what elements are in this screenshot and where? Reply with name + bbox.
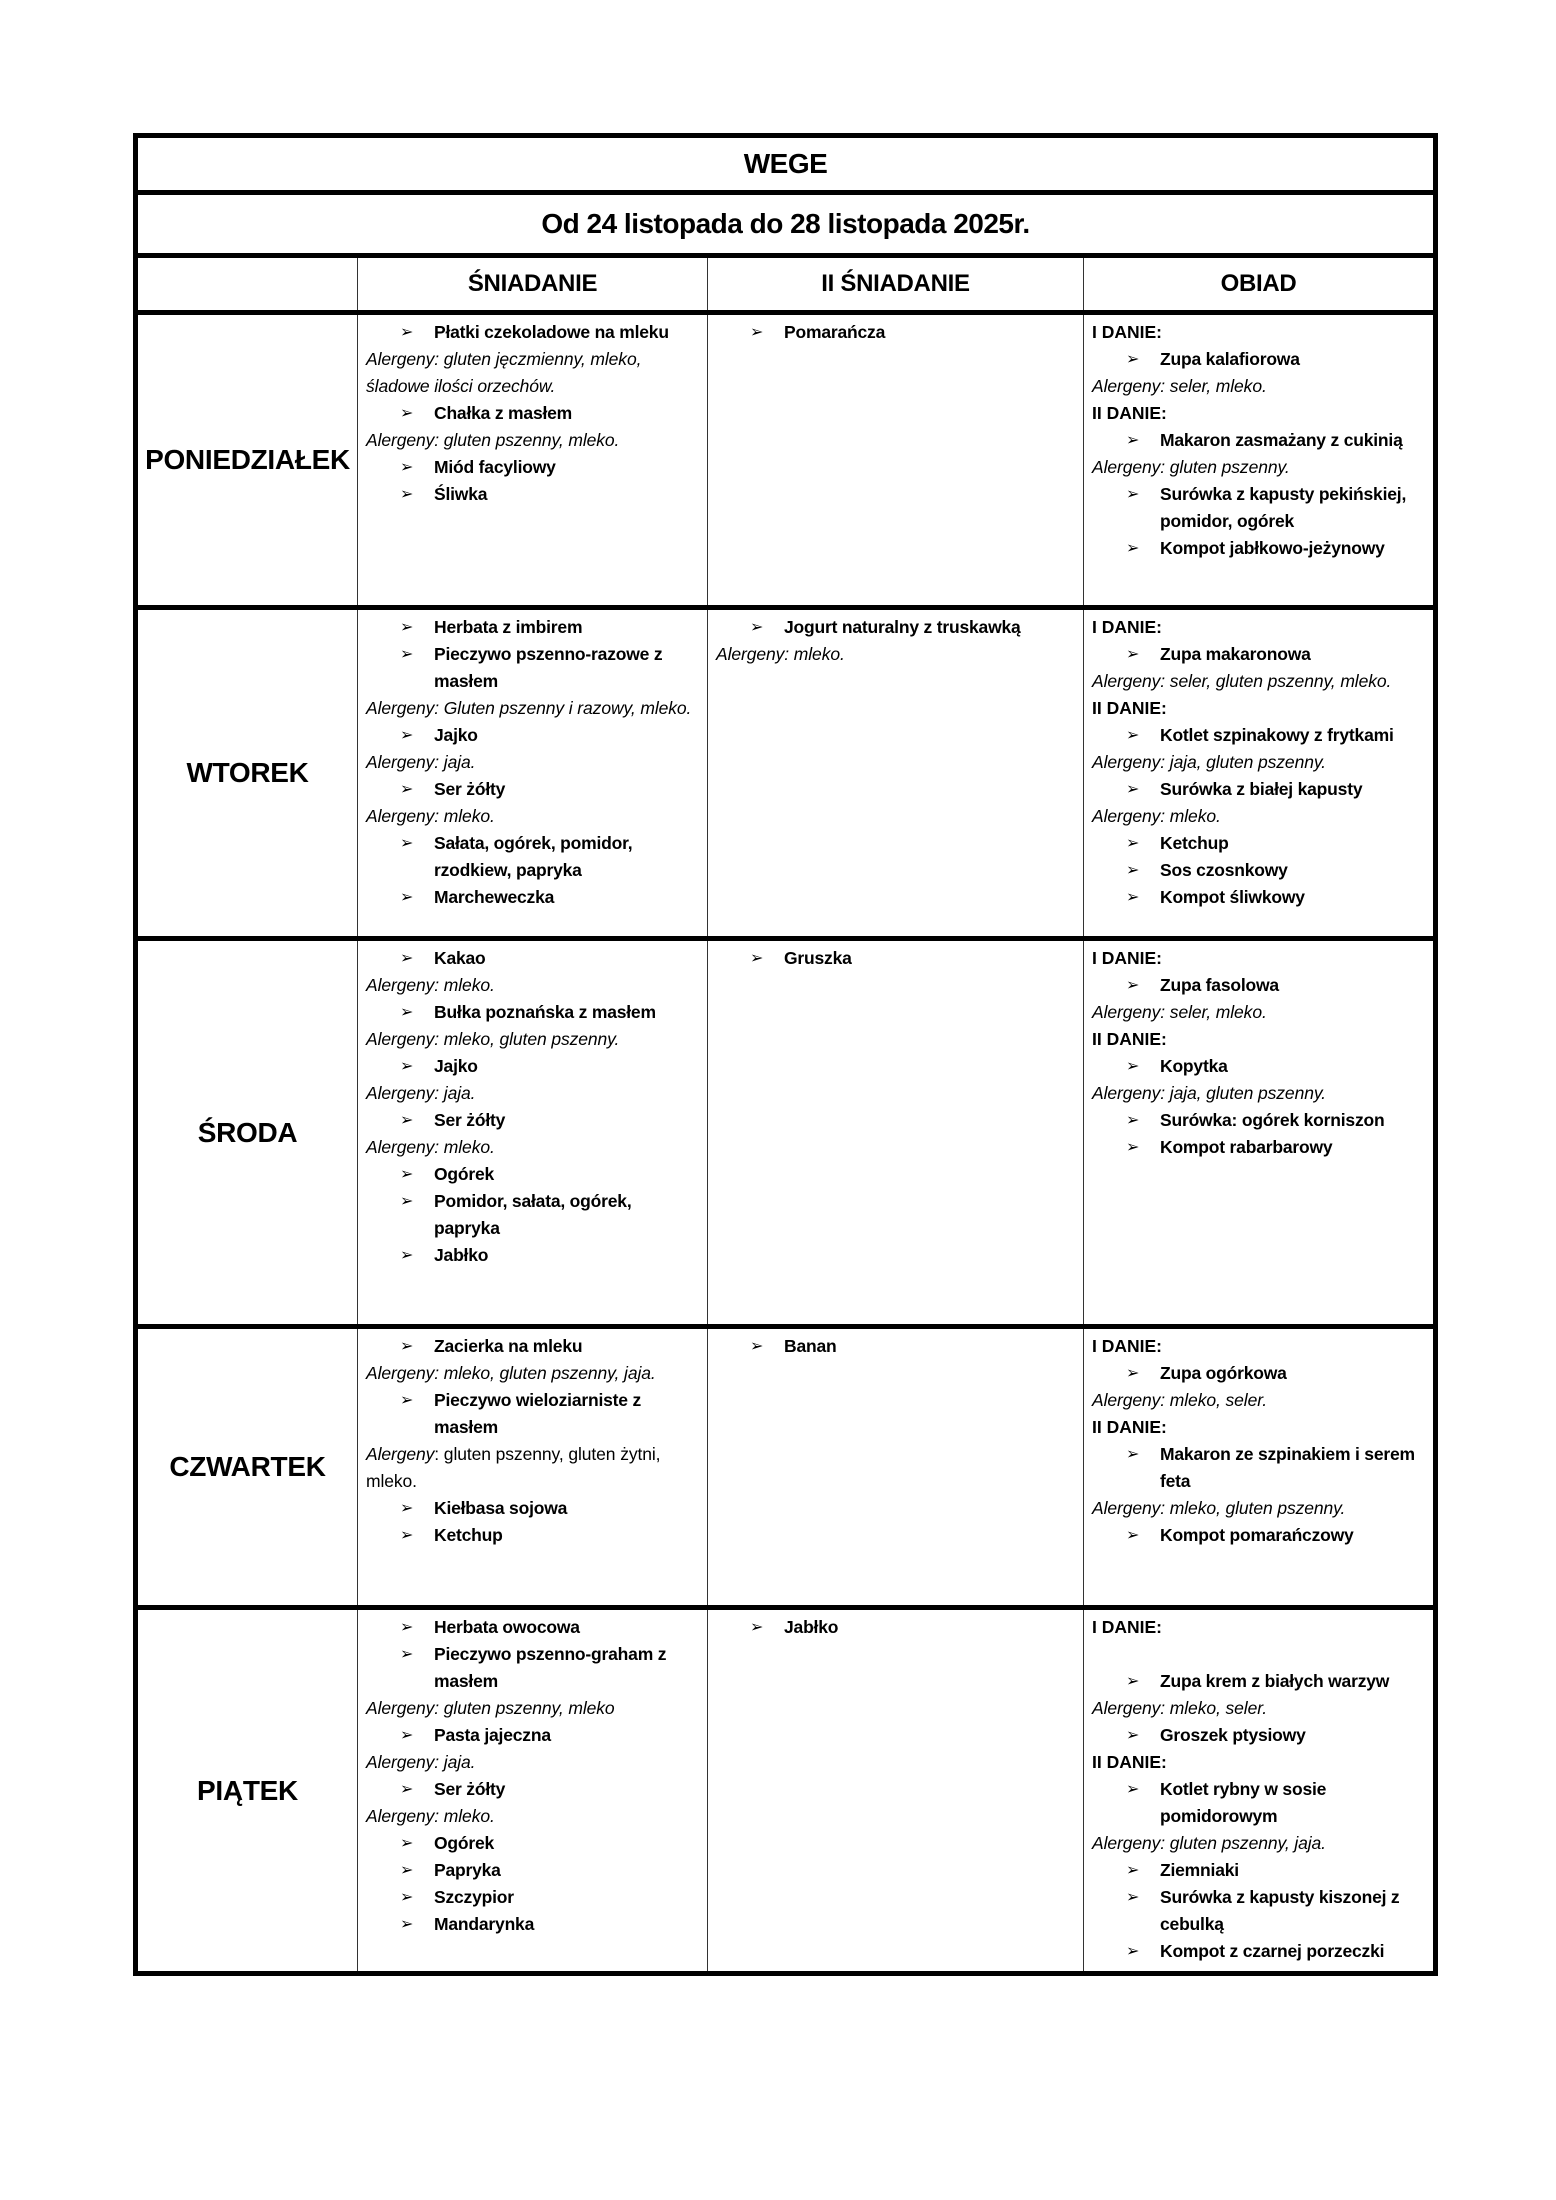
- arrowhead-bullet-icon: ➢: [400, 405, 414, 422]
- menu-item: [366, 1188, 699, 1242]
- allergen-note: Alergeny: mleko.: [366, 806, 495, 826]
- menu-item: [1092, 722, 1425, 749]
- menu-item: [1092, 346, 1425, 373]
- title-row: [136, 136, 1436, 193]
- dinner-cell: [1084, 939, 1436, 1327]
- menu-item-text: Surówka z kapusty pekińskiej, pomidor, ogórek: [1160, 484, 1407, 531]
- menu-item: [1092, 1722, 1425, 1749]
- allergen-note: Alergeny: seler, mleko.: [1092, 376, 1267, 396]
- allergen-note: Alergeny: mleko.: [1092, 806, 1221, 826]
- menu-item: [716, 1614, 1075, 1641]
- menu-item-text: Kotlet rybny w sosie pomidorowym: [1160, 1779, 1327, 1826]
- allergen-note: Alergeny: gluten pszenny.: [1092, 457, 1290, 477]
- allergen-note: Alergeny: seler, mleko.: [1092, 1002, 1267, 1022]
- arrowhead-bullet-icon: ➢: [400, 1862, 414, 1879]
- date-row: [136, 193, 1436, 256]
- menu-item-text: Pieczywo wieloziarniste z masłem: [434, 1390, 642, 1437]
- menu-item-text: Jajko: [434, 1056, 478, 1076]
- menu-item: [1092, 1668, 1425, 1695]
- day-label: WTOREK: [136, 608, 358, 939]
- allergen-note: Alergeny: seler, gluten pszenny, mleko.: [1092, 671, 1392, 691]
- day-label: PONIEDZIAŁEK: [136, 313, 358, 608]
- arrowhead-bullet-icon: ➢: [400, 1392, 414, 1409]
- arrowhead-bullet-icon: ➢: [400, 950, 414, 967]
- menu-item: [366, 1495, 699, 1522]
- menu-item: [366, 1242, 699, 1269]
- menu-item: [366, 319, 699, 346]
- dinner-cell: [1084, 1327, 1436, 1608]
- arrowhead-bullet-icon: ➢: [400, 781, 414, 798]
- menu-item: [366, 1614, 699, 1641]
- breakfast-cell: [358, 939, 708, 1327]
- menu-item: [366, 722, 699, 749]
- day-row-tuesday: [136, 608, 1436, 939]
- arrowhead-bullet-icon: ➢: [400, 1193, 414, 1210]
- arrowhead-bullet-icon: ➢: [1126, 540, 1140, 557]
- menu-item: [366, 1333, 699, 1360]
- menu-item-text: Kompot z czarnej porzeczki: [1160, 1941, 1385, 1961]
- menu-item-text: Marcheweczka: [434, 887, 555, 907]
- course-heading: II DANIE:: [1092, 1029, 1167, 1049]
- menu-item-text: Zupa krem z białych warzyw: [1160, 1671, 1390, 1691]
- arrowhead-bullet-icon: ➢: [400, 1247, 414, 1264]
- course-heading: II DANIE:: [1092, 698, 1167, 718]
- menu-item: [366, 1053, 699, 1080]
- arrowhead-bullet-icon: ➢: [1126, 781, 1140, 798]
- course-heading: I DANIE:: [1092, 948, 1162, 968]
- arrowhead-bullet-icon: ➢: [400, 1916, 414, 1933]
- arrowhead-bullet-icon: ➢: [400, 324, 414, 341]
- course-heading: I DANIE:: [1092, 617, 1162, 637]
- menu-item-text: Śliwka: [434, 484, 488, 504]
- allergen-note: Alergeny: jaja.: [366, 752, 476, 772]
- second-breakfast-cell: [708, 608, 1084, 939]
- menu-item: [1092, 776, 1425, 803]
- menu-item-text: Kompot pomarańczowy: [1160, 1525, 1354, 1545]
- arrowhead-bullet-icon: ➢: [750, 619, 764, 636]
- menu-item-text: Kotlet szpinakowy z frytkami: [1160, 725, 1394, 745]
- course-heading: II DANIE:: [1092, 1752, 1167, 1772]
- arrowhead-bullet-icon: ➢: [1126, 351, 1140, 368]
- arrowhead-bullet-icon: ➢: [1126, 1727, 1140, 1744]
- menu-item-text: Jajko: [434, 725, 478, 745]
- allergen-note: Alergeny: gluten jęczmienny, mleko, śladowe ilości orzechów.: [366, 349, 642, 396]
- menu-item: [1092, 1441, 1425, 1495]
- day-label: PIĄTEK: [197, 1774, 298, 1806]
- menu-item: [1092, 857, 1425, 884]
- menu-item: [1092, 884, 1425, 911]
- breakfast-cell: [358, 1327, 708, 1608]
- breakfast-cell: [358, 608, 708, 939]
- arrowhead-bullet-icon: ➢: [750, 1338, 764, 1355]
- menu-item-text: Kompot jabłkowo-jeżynowy: [1160, 538, 1385, 558]
- arrowhead-bullet-icon: ➢: [1126, 486, 1140, 503]
- allergen-note: Alergeny: jaja.: [366, 1083, 476, 1103]
- course-heading: II DANIE:: [1092, 403, 1167, 423]
- header-second-breakfast: II ŚNIADANIE: [708, 256, 1084, 313]
- menu-item-text: Ser żółty: [434, 779, 506, 799]
- menu-item-text: Ketchup: [434, 1525, 503, 1545]
- allergen-note: Alergeny: mleko, seler.: [1092, 1698, 1268, 1718]
- arrowhead-bullet-icon: ➢: [1126, 862, 1140, 879]
- allergen-note: Alergeny: mleko, gluten pszenny, jaja.: [366, 1363, 656, 1383]
- allergen-note: Alergeny: gluten pszenny, jaja.: [1092, 1833, 1326, 1853]
- menu-item: [366, 1722, 699, 1749]
- arrowhead-bullet-icon: ➢: [400, 1527, 414, 1544]
- dinner-cell: [1084, 1608, 1436, 1974]
- menu-item-text: Jogurt naturalny z truskawką: [784, 617, 1021, 637]
- allergen-note: [366, 1441, 699, 1495]
- menu-item-text: Pomarańcza: [784, 322, 886, 342]
- arrowhead-bullet-icon: ➢: [400, 1835, 414, 1852]
- menu-title: WEGE: [136, 136, 1436, 193]
- arrowhead-bullet-icon: ➢: [1126, 835, 1140, 852]
- course-heading: II DANIE:: [1092, 1417, 1167, 1437]
- menu-item-text: Sałata, ogórek, pomidor, rzodkiew, papryka: [434, 833, 633, 880]
- day-label: ŚRODA: [136, 939, 358, 1327]
- menu-item: [1092, 1134, 1425, 1161]
- menu-item-text: Kompot rabarbarowy: [1160, 1137, 1333, 1157]
- menu-item: [366, 641, 699, 695]
- menu-item-text: Surówka z białej kapusty: [1160, 779, 1363, 799]
- arrowhead-bullet-icon: ➢: [400, 1058, 414, 1075]
- allergen-note: Alergeny: mleko, gluten pszenny.: [366, 1029, 620, 1049]
- arrowhead-bullet-icon: ➢: [750, 1619, 764, 1636]
- arrowhead-bullet-icon: ➢: [400, 459, 414, 476]
- menu-item-text: Pieczywo pszenno-graham z masłem: [434, 1644, 667, 1691]
- arrowhead-bullet-icon: ➢: [400, 619, 414, 636]
- menu-item-text: Bułka poznańska z masłem: [434, 1002, 656, 1022]
- menu-item-text: Kompot śliwkowy: [1160, 887, 1305, 907]
- menu-item-text: Ziemniaki: [1160, 1860, 1239, 1880]
- arrowhead-bullet-icon: ➢: [1126, 1862, 1140, 1879]
- day-row-thursday: [136, 1327, 1436, 1608]
- course-heading: I DANIE:: [1092, 1617, 1162, 1637]
- arrowhead-bullet-icon: ➢: [1126, 1527, 1140, 1544]
- allergen-note: Alergeny: gluten pszenny, mleko: [366, 1698, 615, 1718]
- arrowhead-bullet-icon: ➢: [400, 1004, 414, 1021]
- menu-item-text: Ogórek: [434, 1833, 495, 1853]
- menu-item: [366, 1830, 699, 1857]
- menu-item: [1092, 830, 1425, 857]
- arrowhead-bullet-icon: ➢: [1126, 727, 1140, 744]
- menu-item: [716, 1333, 1075, 1360]
- menu-item-text: Miód facyliowy: [434, 457, 556, 477]
- arrowhead-bullet-icon: ➢: [1126, 1781, 1140, 1798]
- arrowhead-bullet-icon: ➢: [400, 1727, 414, 1744]
- arrowhead-bullet-icon: ➢: [1126, 646, 1140, 663]
- arrowhead-bullet-icon: ➢: [400, 1166, 414, 1183]
- menu-item-text: Ketchup: [1160, 833, 1229, 853]
- menu-item-text: Ser żółty: [434, 1779, 506, 1799]
- date-range: Od 24 listopada do 28 listopada 2025r.: [136, 193, 1436, 256]
- allergen-note: Alergeny: jaja.: [366, 1752, 476, 1772]
- menu-item: [1092, 427, 1425, 454]
- header-day: [136, 256, 358, 313]
- menu-item-text: Ser żółty: [434, 1110, 506, 1130]
- menu-item: [1092, 1053, 1425, 1080]
- allergen-note: Alergeny: mleko.: [366, 1137, 495, 1157]
- menu-item: [366, 1911, 699, 1938]
- header-breakfast: ŚNIADANIE: [358, 256, 708, 313]
- menu-item: [366, 1161, 699, 1188]
- arrowhead-bullet-icon: ➢: [1126, 1365, 1140, 1382]
- menu-item-text: Kakao: [434, 948, 486, 968]
- menu-item: [366, 884, 699, 911]
- menu-item: [716, 614, 1075, 641]
- menu-item: [366, 400, 699, 427]
- second-breakfast-cell: [708, 1327, 1084, 1608]
- menu-item: [1092, 1938, 1425, 1965]
- menu-item: [1092, 1884, 1425, 1938]
- day-row-monday: [136, 313, 1436, 608]
- breakfast-cell: [358, 1608, 708, 1974]
- arrowhead-bullet-icon: ➢: [400, 486, 414, 503]
- menu-item-text: Mandarynka: [434, 1914, 535, 1934]
- menu-item-text: Banan: [784, 1336, 837, 1356]
- menu-item: [1092, 1776, 1425, 1830]
- menu-item-text: Makaron ze szpinakiem i serem feta: [1160, 1444, 1415, 1491]
- menu-item-text: Surówka z kapusty kiszonej z cebulką: [1160, 1887, 1400, 1934]
- arrowhead-bullet-icon: ➢: [400, 1112, 414, 1129]
- arrowhead-bullet-icon: ➢: [400, 835, 414, 852]
- allergen-list: : gluten pszenny, gluten żytni, mleko.: [366, 1444, 661, 1491]
- arrowhead-bullet-icon: ➢: [750, 324, 764, 341]
- arrowhead-bullet-icon: ➢: [400, 727, 414, 744]
- menu-item-text: Kiełbasa sojowa: [434, 1498, 568, 1518]
- menu-item: [366, 1522, 699, 1549]
- course-heading: I DANIE:: [1092, 1336, 1162, 1356]
- menu-item-text: Płatki czekoladowe na mleku: [434, 322, 669, 342]
- day-row-friday: [136, 1608, 1436, 1974]
- second-breakfast-cell: [708, 1608, 1084, 1974]
- allergen-note: Alergeny: mleko.: [366, 975, 495, 995]
- arrowhead-bullet-icon: ➢: [400, 1500, 414, 1517]
- menu-item: [366, 1387, 699, 1441]
- menu-item-text: Kopytka: [1160, 1056, 1228, 1076]
- arrowhead-bullet-icon: ➢: [1126, 1139, 1140, 1156]
- menu-item-text: Szczypior: [434, 1887, 514, 1907]
- allergen-note: Alergeny: gluten pszenny, mleko.: [366, 430, 620, 450]
- menu-item-text: Jabłko: [434, 1245, 489, 1265]
- allergen-note: Alergeny: Gluten pszenny i razowy, mleko.: [366, 698, 692, 718]
- menu-item-text: Ogórek: [434, 1164, 495, 1184]
- arrowhead-bullet-icon: ➢: [1126, 1446, 1140, 1463]
- arrowhead-bullet-icon: ➢: [1126, 1673, 1140, 1690]
- arrowhead-bullet-icon: ➢: [400, 1338, 414, 1355]
- menu-item: [366, 999, 699, 1026]
- breakfast-cell: [358, 313, 708, 608]
- menu-item: [366, 1641, 699, 1695]
- arrowhead-bullet-icon: ➢: [1126, 1058, 1140, 1075]
- menu-item: [1092, 972, 1425, 999]
- arrowhead-bullet-icon: ➢: [750, 950, 764, 967]
- menu-page: [133, 133, 1433, 1976]
- menu-item: [1092, 1107, 1425, 1134]
- header-dinner: OBIAD: [1084, 256, 1436, 313]
- menu-item-text: Gruszka: [784, 948, 852, 968]
- arrowhead-bullet-icon: ➢: [1126, 977, 1140, 994]
- day-label: CZWARTEK: [136, 1327, 358, 1608]
- course-heading: I DANIE:: [1092, 322, 1162, 342]
- arrowhead-bullet-icon: ➢: [400, 1781, 414, 1798]
- allergen-note: Alergeny: jaja, gluten pszenny.: [1092, 1083, 1326, 1103]
- day-row-wednesday: [136, 939, 1436, 1327]
- dinner-cell: [1084, 608, 1436, 939]
- menu-item-text: Papryka: [434, 1860, 501, 1880]
- arrowhead-bullet-icon: ➢: [400, 1889, 414, 1906]
- weekly-menu-table: [133, 133, 1438, 1976]
- menu-item: [1092, 1522, 1425, 1549]
- arrowhead-bullet-icon: ➢: [400, 646, 414, 663]
- menu-item: [1092, 1360, 1425, 1387]
- menu-item: [366, 481, 699, 508]
- second-breakfast-cell: [708, 939, 1084, 1327]
- second-breakfast-cell: [708, 313, 1084, 608]
- menu-item-text: Groszek ptysiowy: [1160, 1725, 1306, 1745]
- arrowhead-bullet-icon: ➢: [400, 889, 414, 906]
- menu-item-text: Makaron zasmażany z cukinią: [1160, 430, 1403, 450]
- menu-item: [1092, 481, 1425, 535]
- menu-item: [366, 454, 699, 481]
- arrowhead-bullet-icon: ➢: [1126, 1889, 1140, 1906]
- menu-item-text: Pasta jajeczna: [434, 1725, 551, 1745]
- column-header-row: [136, 256, 1436, 313]
- allergen-note: Alergeny: mleko.: [366, 1806, 495, 1826]
- menu-item-text: Herbata z imbirem: [434, 617, 583, 637]
- allergen-label: Alergeny: [366, 1444, 435, 1464]
- menu-item-text: Surówka: ogórek korniszon: [1160, 1110, 1385, 1130]
- arrowhead-bullet-icon: ➢: [1126, 432, 1140, 449]
- allergen-note: Alergeny: mleko, seler.: [1092, 1390, 1268, 1410]
- allergen-note: Alergeny: mleko, gluten pszenny.: [1092, 1498, 1346, 1518]
- menu-item: [366, 1884, 699, 1911]
- menu-item: [1092, 535, 1425, 562]
- allergen-note: Alergeny: mleko.: [716, 644, 845, 664]
- arrowhead-bullet-icon: ➢: [400, 1646, 414, 1663]
- menu-item: [1092, 1857, 1425, 1884]
- allergen-note: Alergeny: jaja, gluten pszenny.: [1092, 752, 1326, 772]
- menu-item: [366, 830, 699, 884]
- menu-item-text: Chałka z masłem: [434, 403, 573, 423]
- menu-item: [366, 614, 699, 641]
- menu-item: [366, 945, 699, 972]
- blank-line: [1092, 1641, 1425, 1668]
- menu-item: [366, 776, 699, 803]
- menu-item-text: Herbata owocowa: [434, 1617, 580, 1637]
- menu-item-text: Jabłko: [784, 1617, 839, 1637]
- arrowhead-bullet-icon: ➢: [400, 1619, 414, 1636]
- menu-item: [366, 1776, 699, 1803]
- arrowhead-bullet-icon: ➢: [1126, 889, 1140, 906]
- dinner-cell: [1084, 313, 1436, 608]
- arrowhead-bullet-icon: ➢: [1126, 1112, 1140, 1129]
- menu-item: [366, 1857, 699, 1884]
- menu-item-text: Zupa kalafiorowa: [1160, 349, 1300, 369]
- menu-item-text: Zupa makaronowa: [1160, 644, 1311, 664]
- menu-item-text: Pomidor, sałata, ogórek, papryka: [434, 1191, 632, 1238]
- arrowhead-bullet-icon: ➢: [1126, 1943, 1140, 1960]
- menu-item-text: Zacierka na mleku: [434, 1336, 583, 1356]
- menu-item-text: Zupa ogórkowa: [1160, 1363, 1287, 1383]
- menu-item-text: Zupa fasolowa: [1160, 975, 1279, 995]
- menu-item-text: Pieczywo pszenno-razowe z masłem: [434, 644, 663, 691]
- menu-item: [1092, 641, 1425, 668]
- menu-item: [366, 1107, 699, 1134]
- menu-item-text: Sos czosnkowy: [1160, 860, 1288, 880]
- menu-item: [716, 319, 1075, 346]
- menu-item: [716, 945, 1075, 972]
